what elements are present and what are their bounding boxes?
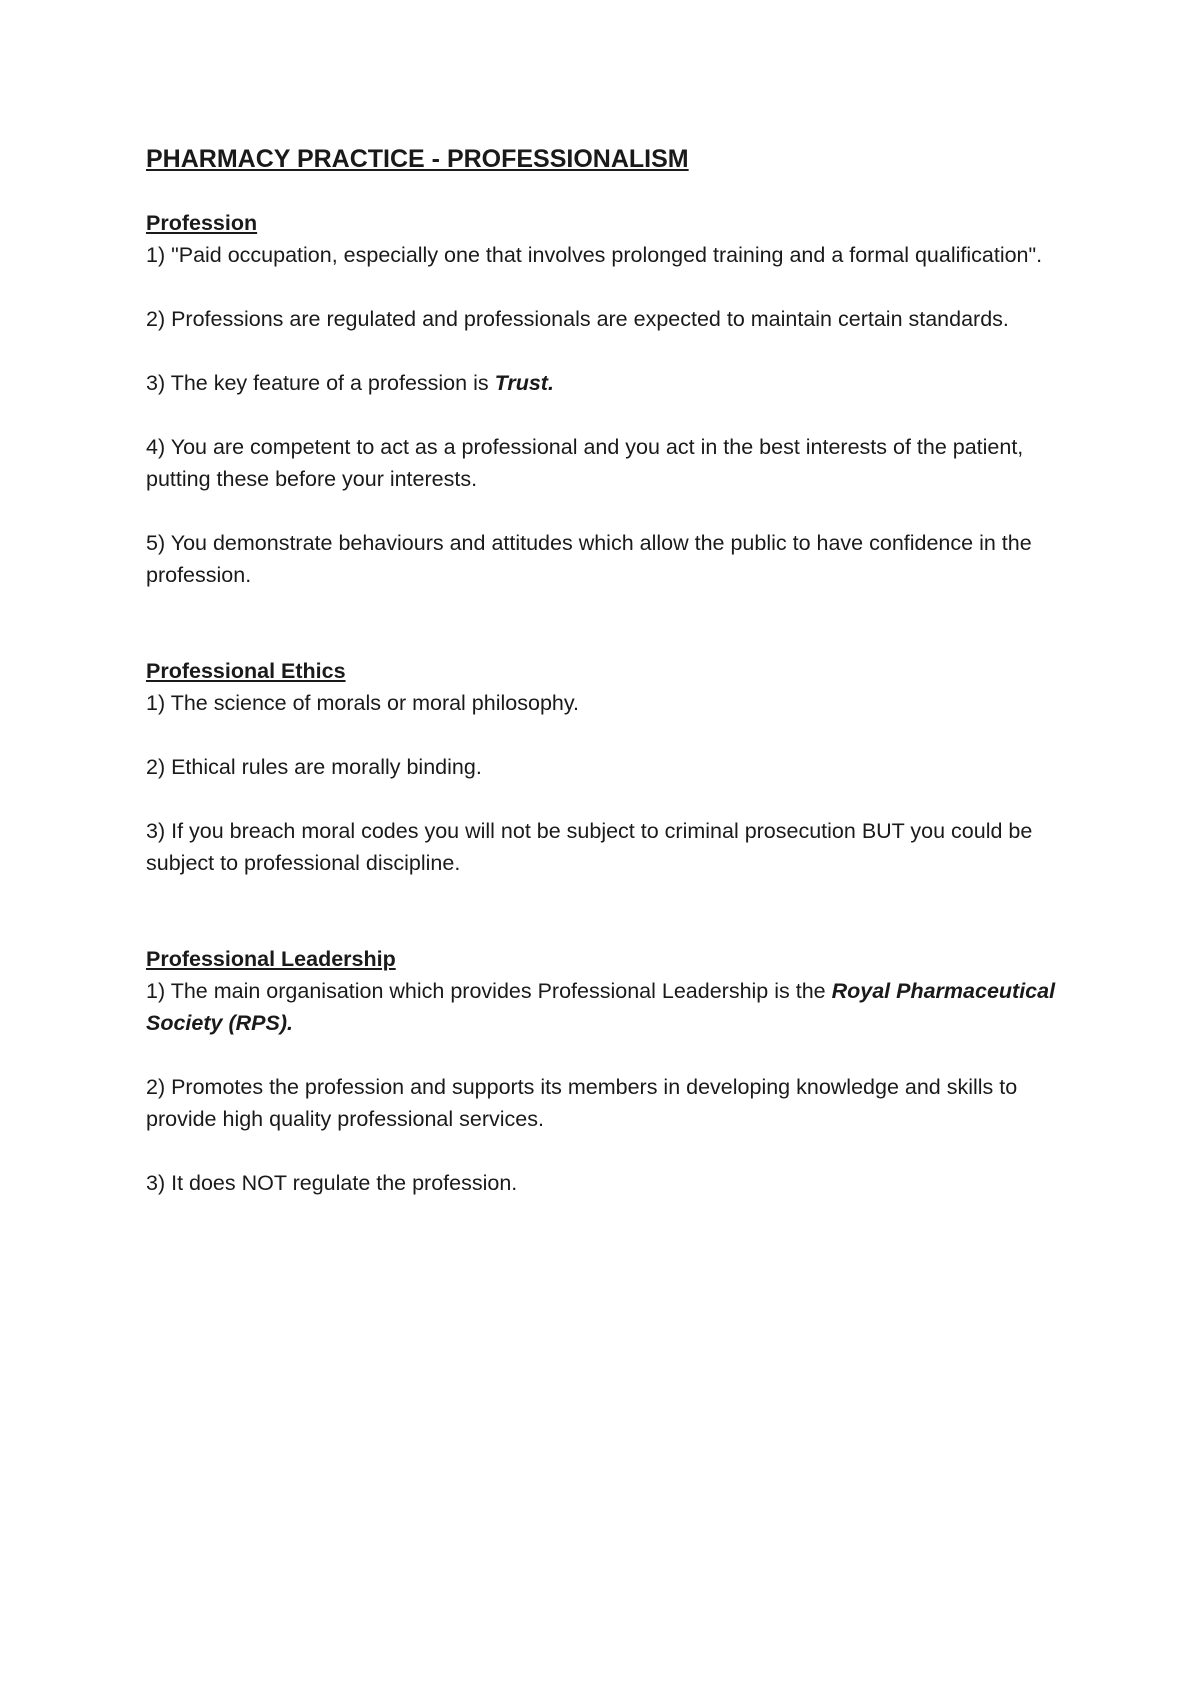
list-item: 2) Promotes the profession and supports its members in developing knowledge and skills to provide high quality professional services.	[146, 1075, 1018, 1131]
document-title: PHARMACY PRACTICE - PROFESSIONALISM	[146, 145, 689, 173]
section-professional-leadership	[146, 943, 1066, 1199]
section-heading: Professional Ethics	[146, 659, 346, 683]
list-item: 2) Ethical rules are morally binding.	[146, 755, 482, 779]
list-item: 1) The main organisation which provides Professional Leadership is the Royal Pharmaceutical Society (RPS).	[146, 979, 1056, 1035]
list-item: 4) You are competent to act as a professional and you act in the best interests of the patient, putting these before your interests.	[146, 435, 1024, 491]
list-item: 2) Professions are regulated and professionals are expected to maintain certain standards.	[146, 307, 1009, 331]
list-item: 3) If you breach moral codes you will not be subject to criminal prosecution BUT you could be subject to professional discipline.	[146, 819, 1033, 875]
document-page	[146, 144, 1066, 1199]
section-spacer	[146, 591, 1066, 655]
list-item: 5) You demonstrate behaviours and attitudes which allow the public to have confidence in the profession.	[146, 531, 1032, 587]
list-item: 1) "Paid occupation, especially one that involves prolonged training and a formal qualification".	[146, 243, 1043, 267]
section-heading: Profession	[146, 211, 258, 235]
emphasis-text: Trust.	[494, 371, 554, 395]
section-professional-ethics	[146, 655, 1066, 879]
list-item: 3) The key feature of a profession is Trust.	[146, 371, 554, 395]
section-profession	[146, 207, 1066, 591]
list-item: 3) It does NOT regulate the profession.	[146, 1171, 518, 1195]
section-spacer	[146, 879, 1066, 943]
emphasis-text: Royal Pharmaceutical Society (RPS).	[146, 979, 1056, 1035]
list-item: 1) The science of morals or moral philosophy.	[146, 691, 579, 715]
section-heading: Professional Leadership	[146, 947, 396, 971]
